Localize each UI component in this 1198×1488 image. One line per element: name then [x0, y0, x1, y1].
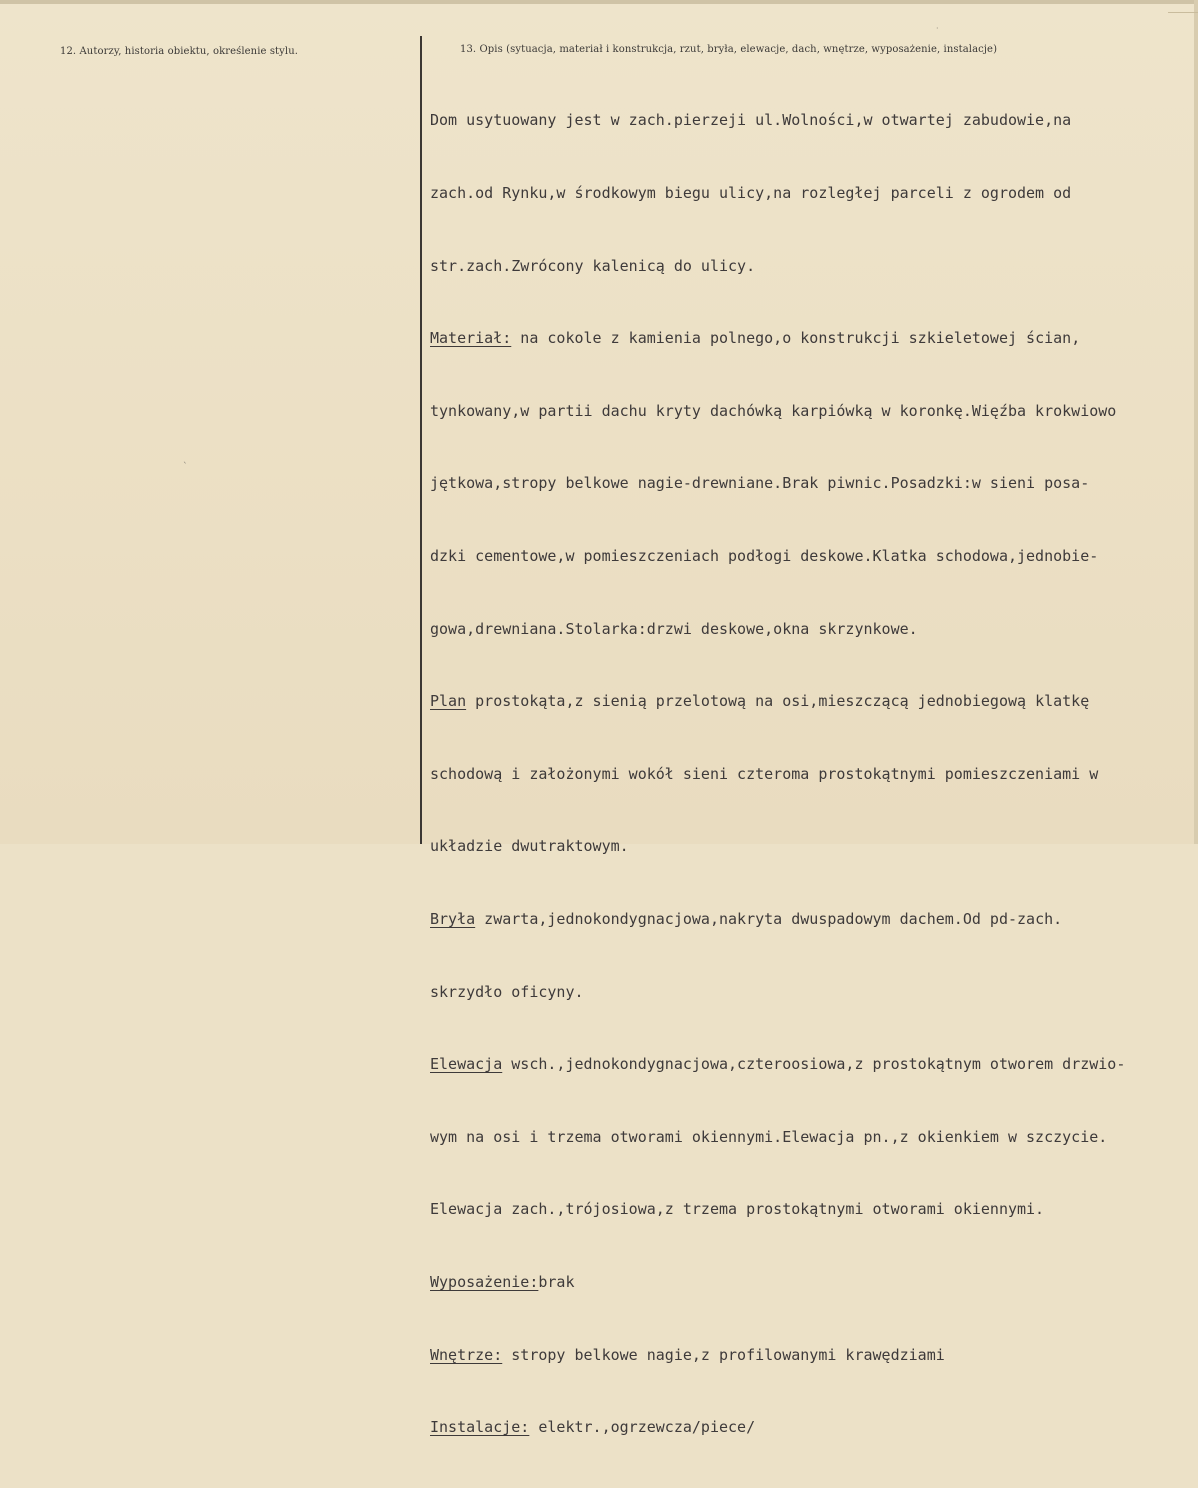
text-span: brak	[538, 1272, 575, 1291]
corner-fold	[1168, 0, 1198, 13]
text-line: Elewacja zach.,trójosiowa,z trzema prostokątnymi otworami okiennymi.	[430, 1200, 1045, 1219]
heading-material: Materiał:	[430, 329, 512, 348]
text-line: skrzydło oficyny.	[430, 982, 584, 1001]
text-line	[430, 907, 1190, 931]
text-line	[430, 1415, 1190, 1439]
section-12-label: 12. Autorzy, historia obiektu, określenie stylu.	[60, 46, 299, 57]
text-line: str.zach.Zwrócony kalenicą do ulicy.	[430, 256, 756, 275]
description-text	[430, 60, 1190, 1488]
text-line: układzie dwutraktowym.	[430, 837, 629, 856]
text-span: prostokąta,z sienią przelotową na osi,mieszczącą jednobiegową klatkę	[466, 692, 1090, 711]
text-span: wsch.,jednokondygnacjowa,czteroosiowa,z prostokątnym otworem drzwio-	[502, 1055, 1126, 1074]
section-13-label: 13. Opis (sytuacja, materiał i konstrukcja, rzut, bryła, elewacje, dach, wnętrze, wyposażenie, instalacje)	[460, 44, 998, 55]
text-line: jętkowa,stropy belkowe nagie-drewniane.Brak piwnic.Posadzki:w sieni posa-	[430, 474, 1090, 493]
text-span: elektr.,ogrzewcza/piece/	[529, 1418, 756, 1437]
text-line	[430, 326, 1190, 350]
text-line	[430, 1270, 1190, 1294]
heading-wnetrze: Wnętrze:	[430, 1345, 503, 1364]
text-line: schodową i założonymi wokół sieni czteroma prostokątnymi pomieszczeniami w	[430, 764, 1099, 783]
heading-plan: Plan	[430, 692, 467, 711]
text-span: na cokole z kamienia polnego,o konstrukcji szkieletowej ścian,	[511, 329, 1081, 348]
text-span: stropy belkowe nagie,z profilowanymi krawędziami	[502, 1345, 945, 1364]
sheet-top-edge	[0, 0, 1198, 4]
heading-elewacja: Elewacja	[430, 1055, 503, 1074]
paper-speck: ˋ	[183, 462, 188, 472]
text-span: zwarta,jednokondygnacjowa,nakryta dwuspadowym dachem.Od pd-zach.	[475, 909, 1063, 928]
text-line: wym na osi i trzema otworami okiennymi.Elewacja pn.,z okienkiem w szczycie.	[430, 1127, 1108, 1146]
column-divider	[420, 36, 422, 844]
text-line	[430, 1343, 1190, 1367]
text-line: dzki cementowe,w pomieszczeniach podłogi deskowe.Klatka schodowa,jednobie-	[430, 546, 1099, 565]
text-line	[430, 1052, 1190, 1076]
paper-speck: ·	[936, 24, 939, 33]
heading-bryla: Bryła	[430, 909, 476, 928]
text-line: tynkowany,w partii dachu kryty dachówką karpiówką w koronkę.Więźba krokwiowo	[430, 401, 1117, 420]
text-line: Dom usytuowany jest w zach.pierzeji ul.Wolności,w otwartej zabudowie,na	[430, 111, 1072, 130]
text-line: gowa,drewniana.Stolarka:drzwi deskowe,okna skrzynkowe.	[430, 619, 918, 638]
text-line	[430, 689, 1190, 713]
text-line: zach.od Rynku,w środkowym biegu ulicy,na rozległej parceli z ogrodem od	[430, 184, 1072, 202]
heading-wyposazenie: Wyposażenie:	[430, 1272, 539, 1291]
sheet-right-edge	[1194, 0, 1198, 844]
heading-instalacje: Instalacje:	[430, 1418, 530, 1437]
